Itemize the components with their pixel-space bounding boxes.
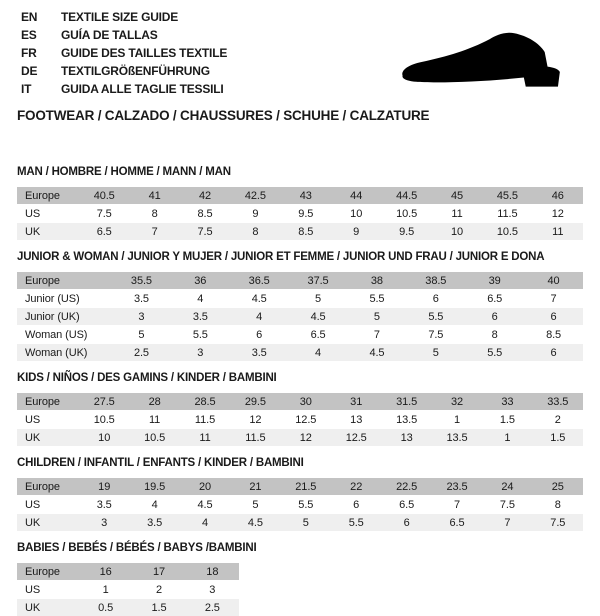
size-cell: 35.5 (130, 274, 152, 287)
size-cell: 7 (151, 225, 158, 238)
table-row (17, 411, 583, 428)
size-cell: 5 (138, 328, 145, 341)
size-cell: 4.5 (251, 292, 267, 305)
size-cell: 19 (98, 480, 111, 493)
size-cell: 6.5 (96, 225, 112, 238)
size-cell: 8.5 (197, 207, 213, 220)
table-row (17, 599, 239, 616)
table-row (17, 393, 583, 410)
size-cell: 11 (552, 225, 564, 238)
size-table (17, 187, 583, 240)
size-cell: 11.5 (194, 413, 216, 426)
size-cell: 1 (102, 583, 109, 596)
section-babies (17, 542, 583, 616)
size-cell: 5.5 (192, 328, 208, 341)
size-cell: 2.5 (204, 601, 220, 614)
size-cell: 46 (551, 189, 564, 202)
size-cell: 16 (99, 565, 112, 578)
size-cell: 23.5 (446, 480, 468, 493)
size-cell: 3.5 (133, 292, 149, 305)
size-cell: 1 (453, 413, 460, 426)
table-row (17, 223, 583, 240)
size-cell: 40.5 (93, 189, 115, 202)
table-row (17, 581, 239, 598)
size-cell: 12 (299, 431, 312, 444)
language-code: ES (21, 28, 37, 42)
row-label: Europe (25, 565, 60, 578)
section-children (17, 457, 583, 531)
size-cell: 12.5 (295, 413, 317, 426)
size-cell: 1.5 (151, 601, 167, 614)
size-cell: 36 (194, 274, 207, 287)
size-table (17, 563, 239, 616)
dress-shoe-icon (395, 30, 575, 94)
size-cell: 45.5 (496, 189, 518, 202)
size-cell: 13 (350, 413, 363, 426)
size-cell: 7 (373, 328, 380, 341)
size-cell: 11.5 (245, 431, 266, 444)
row-label: Junior (US) (25, 292, 80, 305)
size-cell: 11 (199, 431, 211, 444)
row-label: US (25, 207, 41, 220)
table-row (17, 496, 583, 513)
size-cell: 3 (138, 310, 145, 323)
table-row (17, 205, 583, 222)
language-code: FR (21, 46, 37, 60)
size-cell: 45 (450, 189, 464, 202)
table-row (17, 563, 239, 580)
size-table (17, 272, 583, 361)
language-code: DE (21, 64, 38, 78)
size-cell: 41 (148, 189, 161, 202)
size-cell: 4.5 (369, 346, 385, 359)
size-cell: 25 (551, 480, 564, 493)
size-cell: 7.5 (550, 516, 566, 529)
size-cell: 8 (491, 328, 498, 341)
size-cell: 4.5 (310, 310, 326, 323)
size-cell: 1 (504, 431, 511, 444)
size-cell: 7.5 (499, 498, 515, 511)
size-cell: 7 (453, 498, 460, 511)
size-cell: 6 (403, 516, 410, 529)
size-cell: 5.5 (369, 292, 385, 305)
row-label: US (25, 498, 41, 511)
size-cell: 12 (551, 207, 564, 220)
size-table (17, 393, 583, 446)
size-cell: 21 (249, 480, 262, 493)
size-cell: 17 (152, 565, 166, 578)
language-label: GUÍA DE TALLAS (61, 28, 158, 42)
language-code: EN (21, 10, 38, 24)
size-cell: 4 (315, 346, 322, 359)
row-label: UK (25, 225, 41, 238)
size-cell: 11 (451, 207, 463, 220)
size-cell: 7 (504, 516, 511, 529)
size-cell: 2 (155, 583, 162, 596)
size-cell: 6.5 (487, 292, 503, 305)
table-row (17, 187, 583, 204)
size-cell: 11 (148, 413, 161, 426)
row-label: Junior (UK) (25, 310, 80, 323)
language-code: IT (21, 82, 32, 96)
size-cell: 37.5 (307, 274, 329, 287)
size-cell: 22.5 (396, 480, 418, 493)
size-cell: 28.5 (194, 395, 216, 408)
size-cell: 10 (350, 207, 363, 220)
size-cell: 6.5 (310, 328, 326, 341)
size-cell: 24 (501, 480, 514, 493)
section-title: CHILDREN / INFANTIL / ENFANTS / KINDER / BAMBINI (17, 457, 304, 469)
size-cell: 6 (432, 292, 439, 305)
language-label: GUIDA ALLE TAGLIE TESSILI (61, 82, 224, 96)
size-cell: 9.5 (399, 225, 415, 238)
size-cell: 19.5 (144, 480, 166, 493)
size-cell: 6.5 (449, 516, 465, 529)
size-cell: 38 (370, 274, 383, 287)
size-cell: 44 (350, 189, 363, 202)
size-cell: 7.5 (428, 328, 444, 341)
size-cell: 6.5 (399, 498, 415, 511)
size-cell: 6 (491, 310, 498, 323)
row-label: Europe (25, 395, 60, 408)
size-cell: 10.5 (93, 413, 115, 426)
size-cell: 4 (151, 498, 158, 511)
table-row (17, 272, 583, 289)
size-cell: 3.5 (251, 346, 267, 359)
row-label: UK (25, 601, 41, 614)
size-cell: 5 (373, 310, 380, 323)
size-cell: 6 (353, 498, 360, 511)
size-cell: 10.5 (144, 431, 166, 444)
size-cell: 12 (249, 413, 262, 426)
size-cell: 3 (197, 346, 204, 359)
row-label: Europe (25, 189, 60, 202)
size-cell: 4 (197, 292, 204, 305)
size-cell: 13.5 (396, 413, 418, 426)
size-cell: 18 (206, 565, 219, 578)
section-title: BABIES / BEBÉS / BÉBÉS / BABYS /BAMBINI (17, 542, 257, 554)
size-cell: 10.5 (396, 207, 418, 220)
size-cell: 10.5 (496, 225, 518, 238)
table-row (17, 344, 583, 361)
row-label: UK (25, 431, 41, 444)
size-cell: 3.5 (96, 498, 112, 511)
section-title: KIDS / NIÑOS / DES GAMINS / KINDER / BAMBINI (17, 372, 277, 384)
row-label: US (25, 583, 41, 596)
size-cell: 6 (550, 310, 557, 323)
size-cell: 43 (299, 189, 312, 202)
size-cell: 8.5 (298, 225, 314, 238)
size-cell: 9 (252, 207, 259, 220)
size-cell: 5 (432, 346, 439, 359)
language-row-en (21, 8, 583, 26)
size-cell: 29.5 (244, 395, 266, 408)
size-cell: 13 (400, 431, 413, 444)
table-row (17, 478, 583, 495)
size-cell: 27.5 (93, 395, 115, 408)
section-man (17, 166, 583, 240)
size-cell: 21.5 (295, 480, 317, 493)
size-cell: 8 (554, 498, 561, 511)
size-cell: 30 (299, 395, 312, 408)
size-cell: 3 (209, 583, 216, 596)
size-cell: 3 (101, 516, 108, 529)
size-cell: 5.5 (348, 516, 364, 529)
size-cell: 6 (550, 346, 557, 359)
size-cell: 28 (148, 395, 161, 408)
table-row (17, 308, 583, 325)
size-cell: 5 (252, 498, 259, 511)
size-cell: 10 (98, 431, 111, 444)
size-cell: 22 (350, 480, 363, 493)
size-cell: 44.5 (396, 189, 418, 202)
size-cell: 39 (488, 274, 501, 287)
language-label: TEXTILE SIZE GUIDE (61, 10, 179, 24)
size-cell: 7.5 (96, 207, 112, 220)
size-cell: 9.5 (298, 207, 314, 220)
section-kids (17, 372, 583, 446)
row-label: Woman (UK) (25, 346, 88, 359)
size-cell: 33.5 (547, 395, 569, 408)
size-cell: 8.5 (546, 328, 562, 341)
language-label: GUIDE DES TAILLES TEXTILE (61, 46, 228, 60)
table-row (17, 326, 583, 343)
size-cell: 4.5 (197, 498, 213, 511)
size-cell: 2 (554, 413, 561, 426)
section-junior-woman (17, 251, 583, 361)
size-cell: 5.5 (487, 346, 503, 359)
size-cell: 31.5 (396, 395, 418, 408)
row-label: UK (25, 516, 41, 529)
size-cell: 3.5 (192, 310, 208, 323)
table-row (17, 514, 583, 531)
section-title: MAN / HOMBRE / HOMME / MANN / MAN (17, 166, 231, 178)
size-cell: 5 (302, 516, 309, 529)
size-cell: 4.5 (247, 516, 263, 529)
size-cell: 42.5 (244, 189, 266, 202)
size-cell: 4 (256, 310, 263, 323)
size-cell: 1.5 (550, 431, 566, 444)
size-cell: 1.5 (499, 413, 515, 426)
size-cell: 31 (350, 395, 363, 408)
size-cell: 7.5 (197, 225, 213, 238)
size-cell: 6 (256, 328, 263, 341)
table-row (17, 429, 583, 446)
size-cell: 7 (550, 292, 557, 305)
size-table (17, 478, 583, 531)
table-row (17, 290, 583, 307)
size-cell: 4 (201, 516, 208, 529)
size-cell: 5.5 (298, 498, 314, 511)
section-title: JUNIOR & WOMAN / JUNIOR Y MUJER / JUNIOR ET FEMME / JUNIOR UND FRAU / JUNIOR E DONA (17, 251, 545, 263)
row-label: Europe (25, 274, 60, 287)
language-label: TEXTILGRÖßENFÜHRUNG (61, 64, 210, 78)
size-cell: 13.5 (446, 431, 468, 444)
size-cell: 10 (450, 225, 464, 238)
category-heading: FOOTWEAR / CALZADO / CHAUSSURES / SCHUHE / CALZATURE (17, 108, 430, 123)
size-cell: 2.5 (133, 346, 149, 359)
size-cell: 11.5 (497, 207, 518, 220)
size-cell: 36.5 (248, 274, 270, 287)
size-cell: 8 (151, 207, 158, 220)
row-label: US (25, 413, 41, 426)
size-cell: 20 (198, 480, 212, 493)
size-cell: 5.5 (428, 310, 444, 323)
size-cell: 42 (198, 189, 212, 202)
size-cell: 33 (501, 395, 514, 408)
size-cell: 8 (252, 225, 259, 238)
size-cell: 32 (450, 395, 464, 408)
size-cell: 5 (315, 292, 322, 305)
size-cell: 0.5 (98, 601, 114, 614)
size-cell: 40 (547, 274, 560, 287)
size-cell: 38.5 (425, 274, 447, 287)
row-label: Europe (25, 480, 60, 493)
row-label: Woman (US) (25, 328, 88, 341)
size-cell: 3.5 (147, 516, 163, 529)
size-cell: 9 (353, 225, 360, 238)
size-cell: 12.5 (345, 431, 367, 444)
